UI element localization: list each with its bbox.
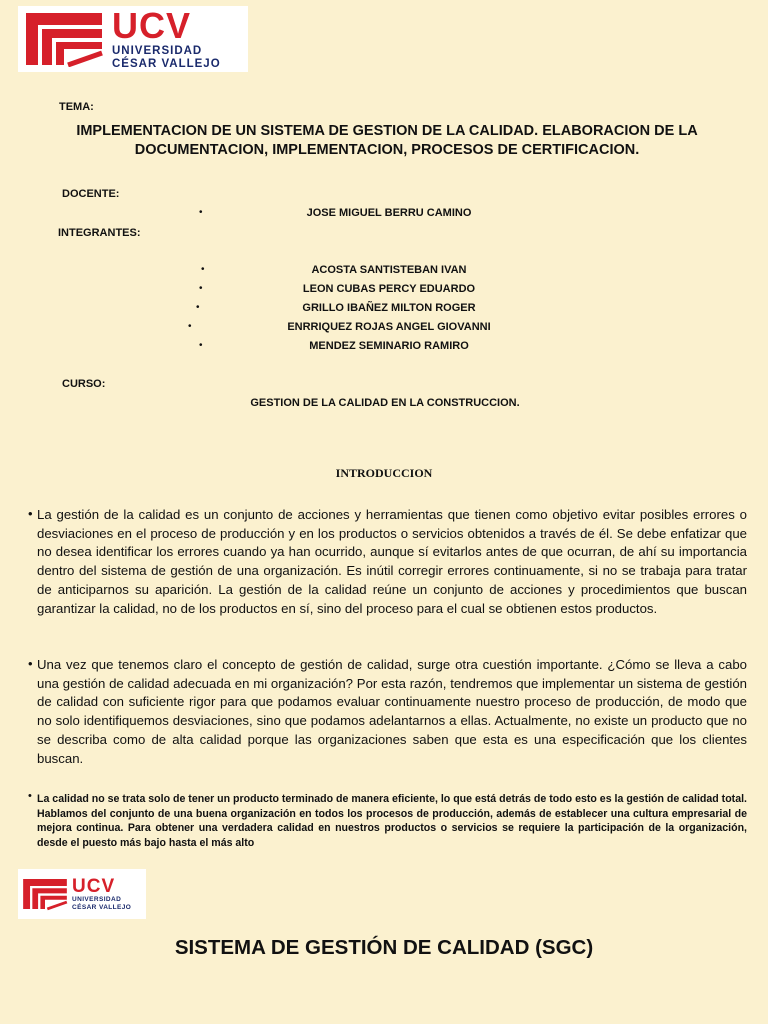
integrantes-label: INTEGRANTES: [58,227,141,239]
logo-brand: UCV [72,876,116,897]
curso-name: GESTION DE LA CALIDAD EN LA CONSTRUCCION. [250,397,520,409]
ucv-emblem-icon [24,11,104,67]
paragraph-bullet: • [28,506,33,521]
docente-bullet: • [199,207,203,218]
member-bullet: • [199,283,203,294]
ucv-logo [18,6,248,72]
ucv-logo [18,869,146,919]
intro-paragraph-3: La calidad no se trata solo de tener un producto terminado de manera eficiente, lo que está detrás de todo esto es la gestión de calidad total. Hablamos del conjunto de una buena organización en todos los procesos de producción, además de establecer una cultura empresarial de mejora continua. Para obtener una verdadera calidad en nuestros productos o servicios se requiere la participación de la organización, desde el puesto más bajo hasta el más alto [37,793,747,850]
member-name: ENRRIQUEZ ROJAS ANGEL GIOVANNI [287,321,491,333]
member-bullet: • [196,302,200,313]
intro-heading: INTRODUCCION [335,466,433,480]
logo-brand: UCV [112,4,192,46]
member-name: GRILLO IBAÑEZ MILTON ROGER [302,302,476,314]
docente-name: JOSE MIGUEL BERRU CAMINO [306,207,472,219]
logo-line-2: CÉSAR VALLEJO [112,58,221,70]
tema-label: TEMA: [59,101,94,113]
cover-title: IMPLEMENTACION DE UN SISTEMA DE GESTION DE LA CALIDAD. ELABORACION DE LA DOCUMENTACION, IMPLEMENTACION, PROCESOS DE CERTIFICACION. [76,123,698,158]
member-name: ACOSTA SANTISTEBAN IVAN [311,264,467,276]
member-bullet: • [188,321,192,332]
paragraph-bullet: • [28,790,32,802]
member-bullet: • [201,264,205,275]
logo-line-1: UNIVERSIDAD [72,896,122,903]
member-name: LEON CUBAS PERCY EDUARDO [302,283,476,295]
intro-paragraph-1: La gestión de la calidad es un conjunto de acciones y herramientas que tienen como objetivo evitar posibles errores o desviaciones en el proceso de producción y en los productos o servicios obtenidos a través de él. Se debe enfatizar que no desea identificar los errores cuando ya han ocurrido, aunque sí evitarlos antes de que ocurran, de ahí su importancia dentro del sistema de gestión de una organización. Es inútil corregir errores continuamente, si no se trabaja para tratar de anticiparnos su aparición. La gestión de la calidad reúne un conjunto de acciones y procedimientos que buscan garantizar la calidad, no de los productos en sí, sino del proceso para el cual se obtienen estos productos. [37,507,747,616]
paragraph-bullet: • [28,656,33,671]
ucv-emblem-icon [22,874,68,914]
curso-label: CURSO: [62,378,106,390]
section-title: SISTEMA DE GESTIÓN DE CALIDAD (SGC) [174,936,594,959]
logo-line-1: UNIVERSIDAD [112,44,203,57]
logo-line-2: CÉSAR VALLEJO [72,903,132,911]
member-name: MENDEZ SEMINARIO RAMIRO [309,340,469,352]
member-bullet: • [199,340,203,351]
docente-label: DOCENTE: [62,188,120,200]
intro-paragraph-2: Una vez que tenemos claro el concepto de gestión de calidad, surge otra cuestión importante. ¿Cómo se lleva a cabo una gestión de calidad adecuada en mi organización? Por esta razón, tendremos que implementar un sistema de gestión de calidad con suficiente rigor para que podamos evaluar continuamente nuestro proceso de producción, de modo que no solo identifiquemos desviaciones, sino que podamos adelantarnos a ellas. Actualmente, no existe un producto que no se describa como de alta calidad porque las organizaciones saben que esta es una especificación que los clientes buscan. [37,657,747,766]
